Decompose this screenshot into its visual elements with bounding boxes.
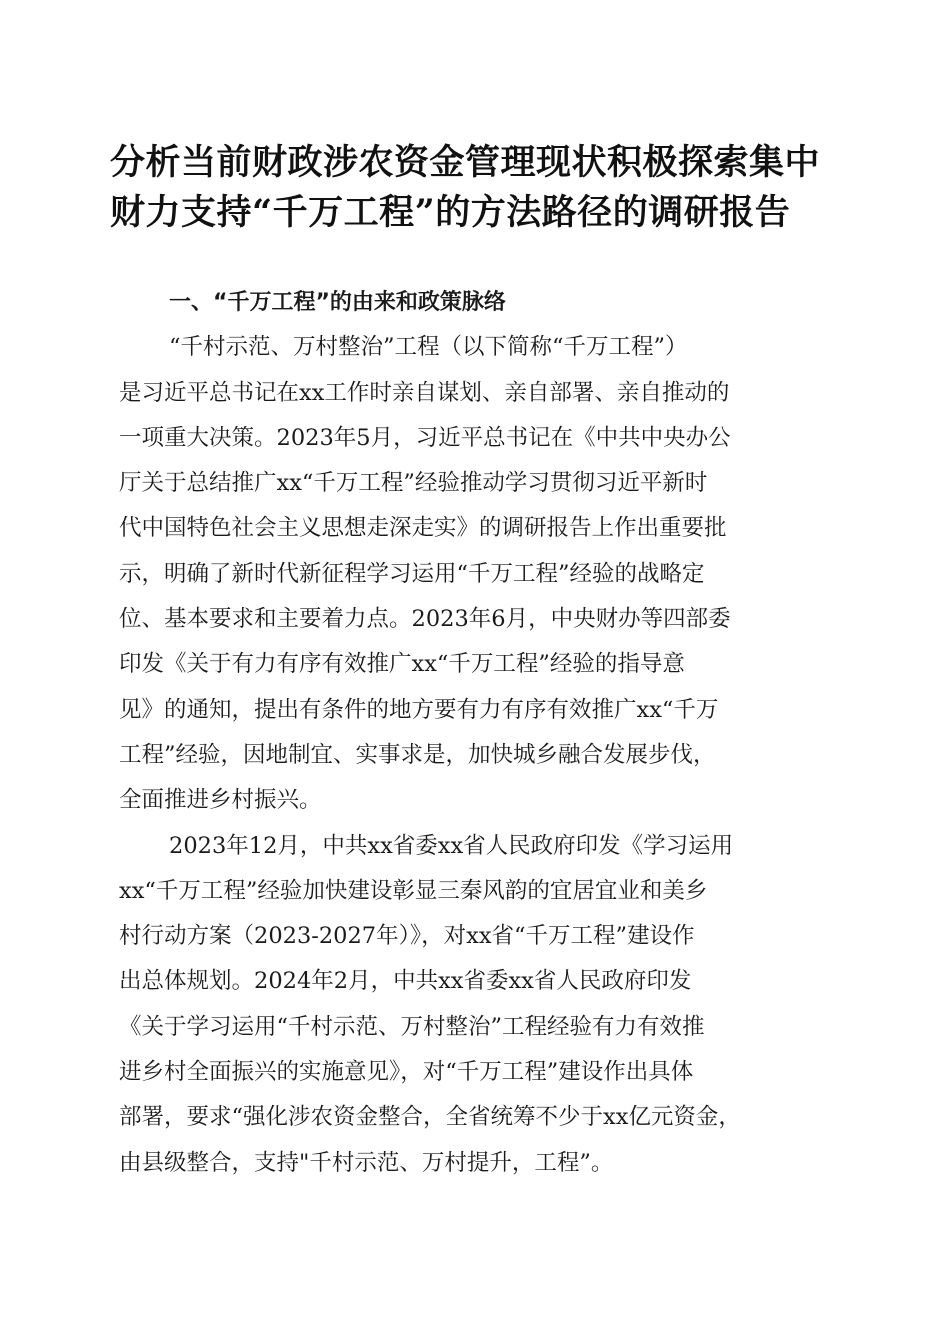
paragraph-line: 示，明确了新时代新征程学习运用“千万工程”经验的战略定: [119, 560, 705, 587]
section-heading: 一、“千万工程”的由来和政策脉络: [169, 290, 506, 315]
title-line: 财力支持“千万工程”的方法路径的调研报告: [110, 192, 791, 233]
document-body: [119, 280, 835, 1186]
paragraph-line: 进乡村全面振兴的实施意见》，对“千万工程”建设作出具体: [119, 1059, 694, 1086]
paragraph-line: 厅关于总结推广xx“千万工程”经验推动学习贯彻习近平新时: [119, 470, 708, 497]
paragraph-line: 村行动方案（2023-2027年）》，对xx省“千万工程”建设作: [119, 923, 695, 950]
paragraph-line: 全面推进乡村振兴。: [119, 787, 322, 814]
paragraph-line: 见》的通知，提出有条件的地方要有力有序有效推广xx“千万: [119, 696, 719, 723]
paragraph-line: 位、基本要求和主要着力点。2023年6月，中央财办等四部委: [119, 606, 731, 633]
paragraph-line: 出总体规划。2024年2月，中共xx省委xx省人民政府印发: [119, 968, 692, 995]
paragraph-1: [119, 325, 835, 823]
document-title: [110, 138, 850, 238]
paragraph-2: [119, 824, 835, 1186]
paragraph-line: 印发《关于有力有序有效推广xx“千万工程”经验的指导意: [119, 651, 685, 678]
paragraph-line: 《关于学习运用“千村示范、万村整治”工程经验有力有效推: [119, 1013, 705, 1040]
paragraph-line: 一项重大决策。2023年5月，习近平总书记在《中共中央办公: [119, 424, 731, 451]
paragraph-line: 2023年12月，中共xx省委xx省人民政府印发《学习运用: [169, 832, 734, 859]
paragraph-line: 工程”经验，因地制宜、实事求是，加快城乡融合发展步伐，: [119, 741, 716, 768]
title-line: 分析当前财政涉农资金管理现状积极探索集中: [110, 142, 821, 183]
paragraph-line: 由县级整合，支持"千村示范、万村提升，工程”。: [119, 1149, 614, 1176]
paragraph-line: “千村示范、万村整治”工程（以下简称“千万工程”）: [169, 334, 688, 361]
paragraph-line: 是习近平总书记在xx工作时亲自谋划、亲自部署、亲自推动的: [119, 379, 730, 406]
paragraph-line: 部署，要求“强化涉农资金整合，全省统筹不少于xx亿元资金，: [119, 1104, 741, 1131]
paragraph-line: xx“千万工程”经验加快建设彰显三秦风韵的宜居宜业和美乡: [119, 877, 708, 904]
paragraph-line: 代中国特色社会主义思想走深走实》的调研报告上作出重要批: [119, 515, 727, 542]
